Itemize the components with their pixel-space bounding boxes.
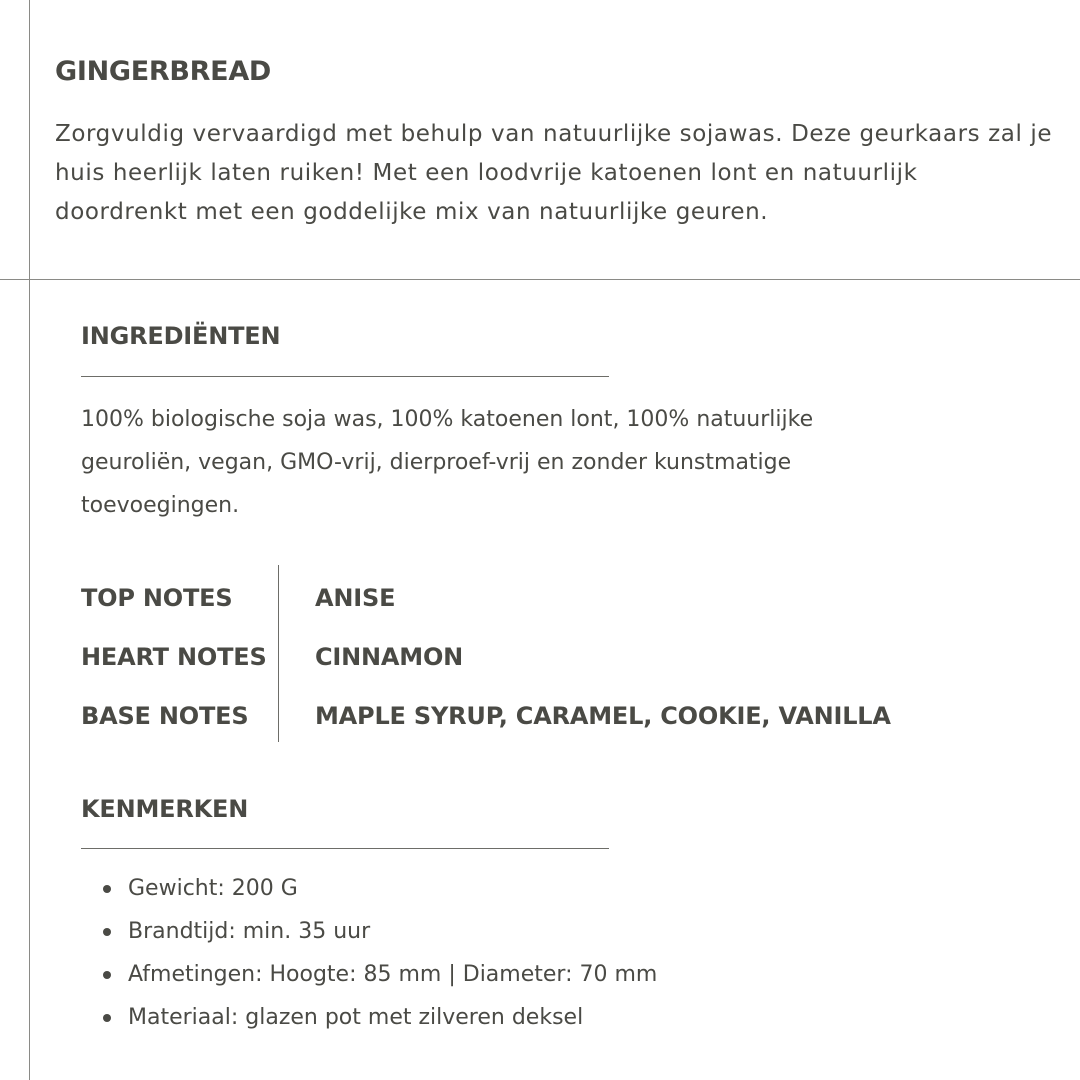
ingredients-heading: INGREDIËNTEN	[81, 322, 281, 350]
bullet-icon	[103, 1014, 111, 1022]
bullet-icon	[103, 928, 111, 936]
feature-text: Afmetingen: Hoogte: 85 mm | Diameter: 70 mm	[128, 962, 658, 987]
top-notes-label: TOP NOTES	[81, 584, 233, 612]
features-heading: KENMERKEN	[81, 795, 249, 823]
heart-notes-value: CINNAMON	[315, 643, 464, 671]
section-divider-line	[0, 279, 1080, 280]
feature-text: Materiaal: glazen pot met zilveren deksel	[128, 1005, 584, 1030]
product-description: Zorgvuldig vervaardigd met behulp van natuurlijke sojawas. Deze geurkaars zal je huis heerlijk laten ruiken! Met een loodvrije katoenen lont en natuurlijk doordrenkt met een goddelijke mix van natuurlijke geuren.	[55, 121, 1053, 225]
features-list	[81, 867, 657, 1039]
top-notes-value: ANISE	[315, 584, 396, 612]
feature-text: Gewicht: 200 G	[128, 876, 298, 901]
list-item	[81, 867, 657, 910]
ingredients-heading-rule	[81, 376, 609, 377]
list-item	[81, 996, 657, 1039]
list-item	[81, 910, 657, 953]
base-notes-value: MAPLE SYRUP, CARAMEL, COOKIE, VANILLA	[315, 702, 891, 730]
bullet-icon	[103, 885, 111, 893]
product-title: GINGERBREAD	[55, 56, 272, 87]
feature-text: Brandtijd: min. 35 uur	[128, 919, 371, 944]
notes-column-divider	[278, 565, 279, 742]
left-border-line	[29, 0, 30, 1080]
base-notes-label: BASE NOTES	[81, 702, 249, 730]
heart-notes-label: HEART NOTES	[81, 643, 267, 671]
bullet-icon	[103, 971, 111, 979]
features-heading-rule	[81, 848, 609, 849]
ingredients-text: 100% biologische soja was, 100% katoenen lont, 100% natuurlijke geuroliën, vegan, GMO-vrij, dierproef-vrij en zonder kunstmatige toevoegingen.	[81, 407, 814, 518]
list-item	[81, 953, 657, 996]
